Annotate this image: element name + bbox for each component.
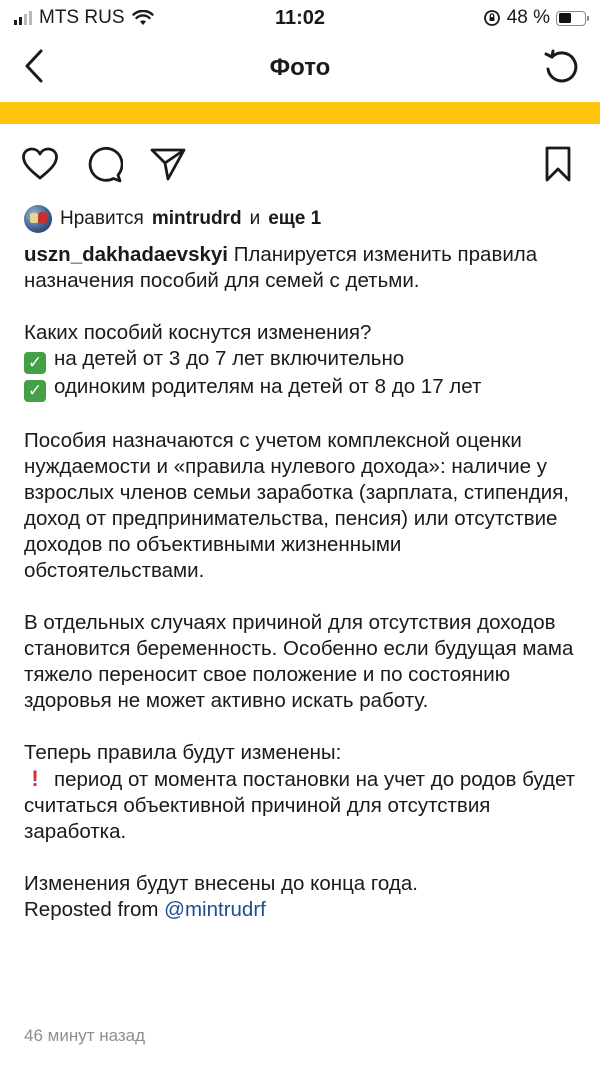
caption-change-item xyxy=(24,766,580,845)
check-icon: ✓ xyxy=(24,380,46,402)
status-bar xyxy=(0,0,600,36)
spacer xyxy=(24,714,580,740)
caption-question: Каких пособий коснутся изменения? xyxy=(24,321,372,344)
photo-preview-strip[interactable] xyxy=(0,102,600,124)
likes-prefix: Нравится xyxy=(60,208,144,229)
like-button[interactable] xyxy=(20,144,60,184)
post-timestamp: 46 минут назад xyxy=(24,1026,146,1045)
reposted-prefix: Reposted from xyxy=(24,898,159,921)
share-button[interactable] xyxy=(148,144,188,184)
reposted-handle-link[interactable]: @mintrudrf xyxy=(164,898,266,921)
caption-line1: Планируется изменить правила назначения пособий для семей с детьми. xyxy=(24,243,538,292)
comment-icon xyxy=(85,145,123,183)
likes-summary[interactable] xyxy=(24,204,580,234)
post-caption xyxy=(24,242,580,923)
caption-intro xyxy=(24,242,580,294)
orientation-lock-icon xyxy=(483,9,501,27)
battery-level xyxy=(559,13,571,23)
spacer xyxy=(24,294,580,320)
post-actions xyxy=(0,140,600,190)
exclamation-icon: ! xyxy=(31,766,39,791)
caption-bullet xyxy=(24,374,580,402)
caption-change-heading: Теперь правила будут изменены: xyxy=(24,741,342,764)
caption-closing: Изменения будут внесены до конца года. xyxy=(24,872,418,895)
status-time: 11:02 xyxy=(274,7,326,29)
nav-bar xyxy=(0,36,600,100)
spacer xyxy=(24,402,580,428)
caption-reposted xyxy=(24,897,580,923)
heart-icon xyxy=(21,147,59,181)
caption-paragraph: В отдельных случаях причиной для отсутствия доходов становится беременность. Особенно если будущая мама тяжело переносит свое положение и по состоянию здоровья не может активно искать работу. xyxy=(24,611,574,712)
refresh-icon xyxy=(542,48,580,86)
caption-change-text: период от момента постановки на учет до родов будет считаться объективной причиной для отсутствия заработка. xyxy=(24,768,576,843)
avatar[interactable] xyxy=(24,205,52,233)
battery-icon xyxy=(556,11,586,26)
bookmark-button[interactable] xyxy=(538,144,578,184)
battery-percent: 48 % xyxy=(506,7,550,28)
share-icon xyxy=(149,146,187,182)
caption-bullet xyxy=(24,346,580,374)
page-title: Фото xyxy=(269,54,331,81)
caption-username[interactable]: uszn_dakhadaevskyi xyxy=(24,243,228,266)
likes-more-link[interactable]: еще 1 xyxy=(268,208,322,229)
caption-paragraph: Пособия назначаются с учетом комплексной оценки нуждаемости и «правила нулевого дохода»: наличие у взрослых членов семьи заработка (зарплата, стипендия, доход от предпринимательства, пенсия) или отсутствие доходов по объективными жизненными обстоятельствами. xyxy=(24,429,569,582)
status-right xyxy=(483,7,586,29)
comment-button[interactable] xyxy=(84,144,124,184)
bookmark-icon xyxy=(543,145,573,183)
likes-user-link[interactable]: mintrudrd xyxy=(151,208,242,229)
check-icon: ✓ xyxy=(24,352,46,374)
caption-bullet-text: на детей от 3 до 7 лет включительно xyxy=(54,347,405,370)
spacer xyxy=(24,845,580,871)
carrier-label: MTS RUS xyxy=(39,7,125,28)
refresh-button[interactable] xyxy=(540,46,582,88)
spacer xyxy=(24,584,580,610)
caption-bullet-text: одиноким родителям на детей от 8 до 17 лет xyxy=(54,375,482,398)
likes-and: и xyxy=(249,208,261,229)
